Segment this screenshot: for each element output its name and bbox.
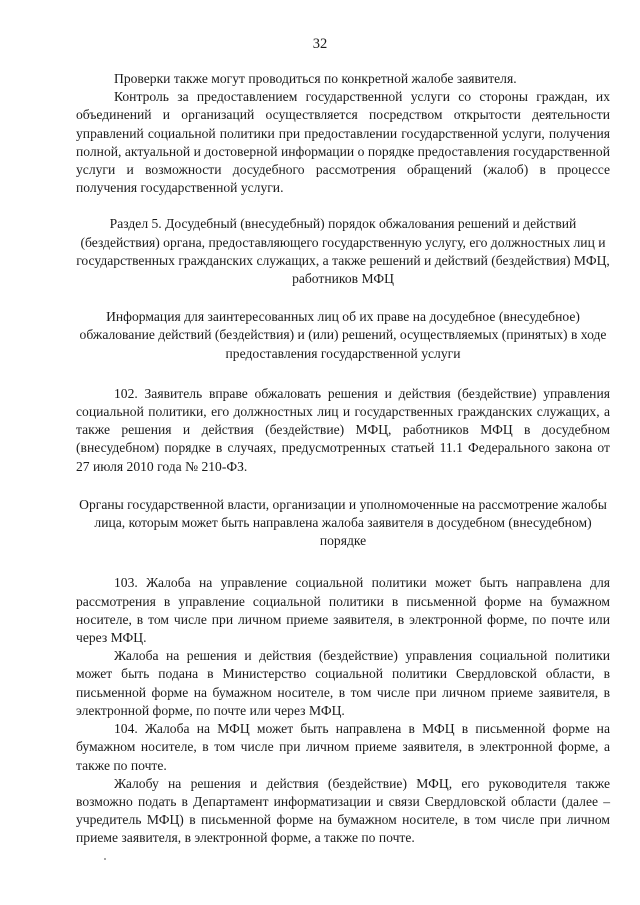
page-number: 32 [312, 36, 328, 52]
scan-speck [104, 858, 106, 860]
subheading-authorities: Органы государственной власти, организации и уполномоченные на рассмотрение жалобы лица, которым может быть направлена жалоба заявителя в досудебном (внесудебном) порядке [79, 496, 607, 549]
paragraph-ministry-complaint: Жалоба на решения и действия (бездействие) управления социальной политики может быть подана в Министерство социальной политики Свердловской области, в письменной форме на бумажном носителе, в том числе при личном приеме заявителя, в электронной форме, по почте или через МФЦ. [76, 648, 610, 718]
paragraph-department-complaint: Жалобу на решения и действия (бездействие) МФЦ, его руководителя также возможно подать в Департамент информатизации и связи Свердловской области (далее – учредитель МФЦ) в письменной форме на бумажном носителе, в том числе при личном приеме заявителя, в электронной форме, а также по почте. [76, 775, 610, 846]
document-body [76, 70, 610, 848]
paragraph-102: 102. Заявитель вправе обжаловать решения и действия (бездействие) управления социальной политики, его должностных лиц и государственных гражданских служащих, а также решения и действия (бездействие) МФЦ, работников МФЦ в досудебном (внесудебном) порядке в случаях, предусмотренных статьей 11.1 Федерального закона от 27 июля 2010 года № 210-ФЗ. [76, 385, 610, 474]
paragraph-103: 103. Жалоба на управление социальной политики может быть направлена для рассмотрения в управление социальной политики в письменной форме на бумажном носителе, в том числе при личном приеме заявителя, в электронной форме, по почте или через МФЦ. [76, 575, 610, 646]
section-heading: Раздел 5. Досудебный (внесудебный) порядок обжалования решений и действий (бездействия) органа, предоставляющего государственную услугу, его должностных лиц и государственных гражданских служащих, а также решений и действий (бездействия) МФЦ, работников МФЦ [76, 216, 610, 287]
paragraph-control: Контроль за предоставлением государственной услуги со стороны граждан, их объединений и организаций осуществляется посредством открытости деятельности управлений социальной политики при предоставлении государственной услуги, получения полной, актуальной и достоверной информации о порядке предоставления государственной услуги и возможности досудебного рассмотрения обращений (жалоб) в процессе получения государственной услуги. [76, 89, 610, 196]
paragraph-inspections: Проверки также могут проводиться по конкретной жалобе заявителя. [114, 71, 517, 86]
paragraph-104: 104. Жалоба на МФЦ может быть направлена в МФЦ в письменной форме на бумажном носителе, в том числе при личном приеме заявителя, в электронной форме, а также по почте. [76, 721, 610, 773]
subheading-rights-info: Информация для заинтересованных лиц об их праве на досудебное (внесудебное) обжалование действий (бездействия) и (или) решений, осуществляемых (принятых) в ходе предоставления государственной услуги [79, 309, 607, 361]
